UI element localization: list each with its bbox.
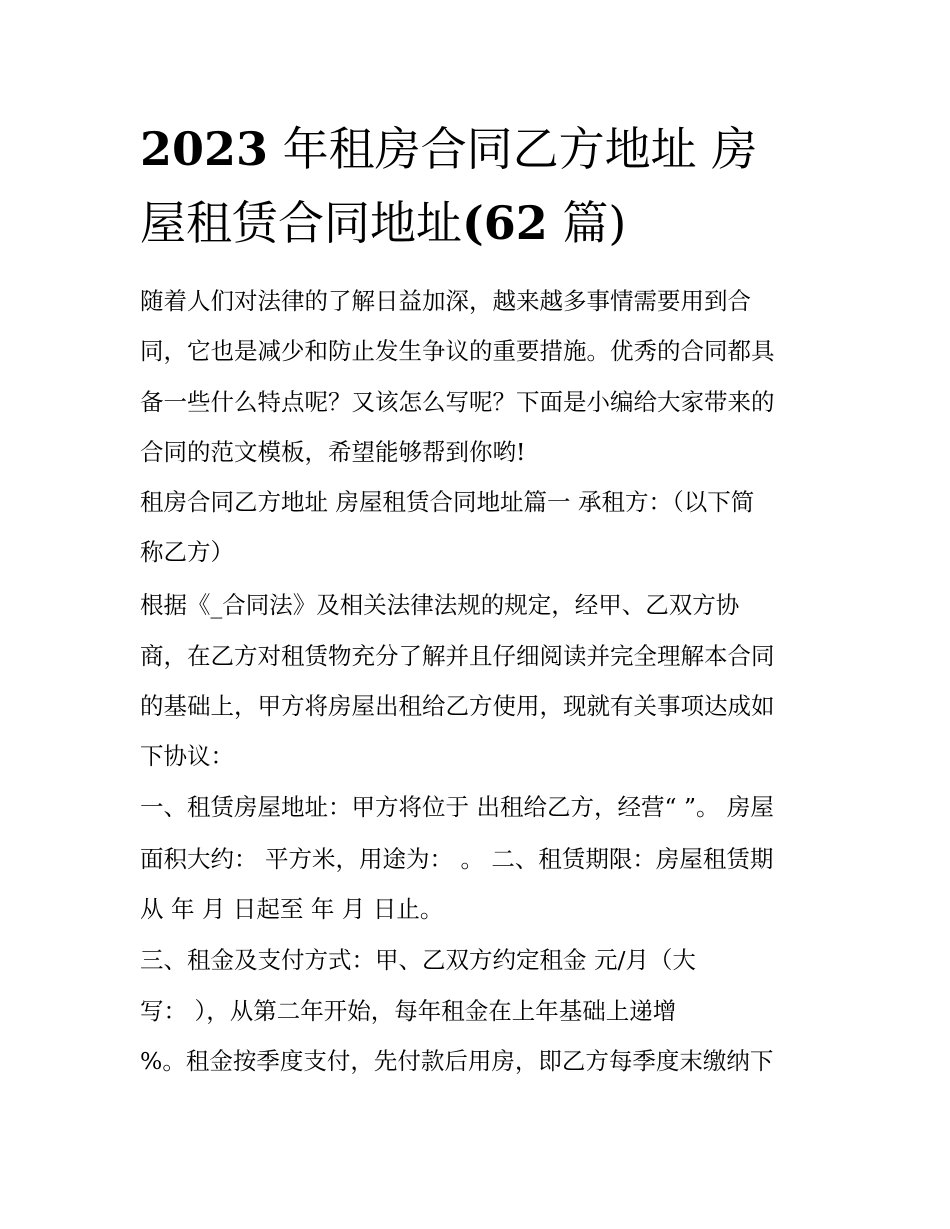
body-line: 三、租金及支付方式：甲、乙双方约定租金 元/月（大 [140, 946, 696, 974]
body-line: %。租金按季度支付，先付款后用房，即乙方每季度末缴纳下 [140, 1047, 774, 1075]
body-line: 面积大约： 平方米，用途为： 。 二、租赁期限：房屋租赁期 [140, 845, 774, 873]
body-line: 同，它也是减少和防止发生争议的重要措施。优秀的合同都具 [140, 337, 775, 365]
body-line: 租房合同乙方地址 房屋租赁合同地址篇一 承租方：（以下简 [140, 488, 755, 516]
body-line: 称乙方） [140, 538, 234, 566]
document-title-line-2 [140, 186, 820, 260]
title-text-1: 年租房合同乙方地址 房 [282, 122, 758, 176]
title-text-3: 篇) [562, 196, 627, 250]
body-line: 合同的范文模板，希望能够帮到你哟! [140, 438, 526, 466]
body-line: 随着人们对法律的了解日益加深，越来越多事情需要用到合 [140, 287, 751, 315]
body-line: 根据《_合同法》及相关法律法规的规定，经甲、乙双方协 [140, 591, 740, 619]
title-text-2: 屋租赁合同地址 [140, 196, 462, 250]
body-line: 备一些什么特点呢？又该怎么写呢？下面是小编给大家带来的 [140, 388, 775, 416]
body-line: 从 年 月 日起至 年 月 日止。 [140, 895, 444, 923]
body-line: 下协议： [140, 742, 234, 770]
body-line: 的基础上，甲方将房屋出租给乙方使用，现就有关事项达成如 [140, 692, 775, 720]
body-line: 写： ），从第二年开始，每年租金在上年基础上递增 [140, 997, 677, 1025]
body-line: 商，在乙方对租赁物充分了解并且仔细阅读并完全理解本合同 [140, 642, 775, 670]
document-title-line-1 [140, 112, 820, 186]
title-year: 2023 [140, 122, 269, 176]
title-count: (62 [462, 196, 548, 250]
body-line: 一、租赁房屋地址：甲方将位于 出租给乙方，经营“ ”。 房屋 [140, 793, 774, 821]
